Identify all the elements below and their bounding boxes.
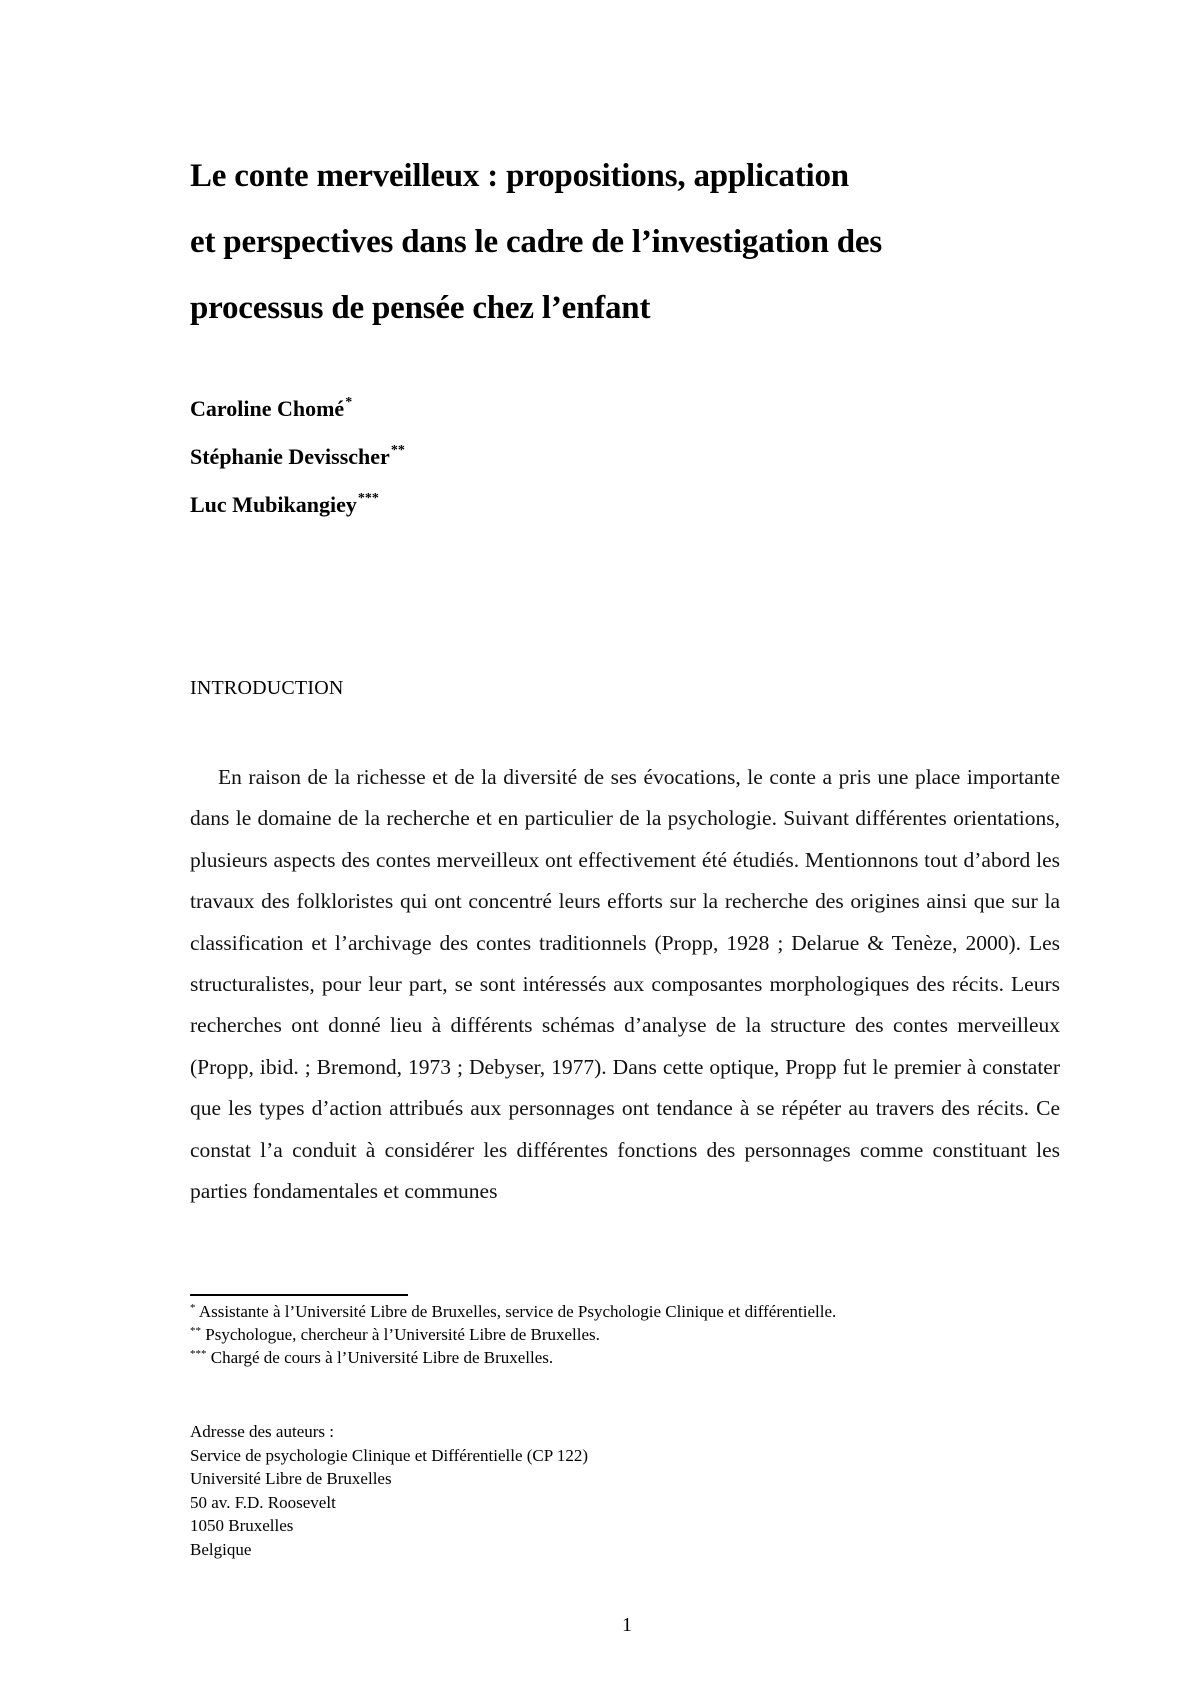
footnote	[190, 1323, 1090, 1346]
footnote-separator	[190, 1294, 408, 1296]
section-heading: INTRODUCTION	[190, 677, 344, 699]
address-line: Service de psychologie Clinique et Différentielle (CP 122)	[190, 1445, 588, 1465]
author	[190, 444, 790, 492]
footnote	[190, 1300, 1090, 1323]
footnote-text: Chargé de cours à l’Université Libre de Bruxelles.	[210, 1348, 554, 1367]
author-footnote-mark: **	[390, 443, 405, 458]
author-name: Luc Mubikangiey	[190, 492, 357, 517]
address-line: Adresse des auteurs :	[190, 1422, 334, 1441]
footnote-text: Assistante à l’Université Libre de Bruxelles, service de Psychologie Clinique et différentielle.	[198, 1302, 837, 1321]
author-footnote-mark: ***	[357, 491, 379, 506]
author-name: Stéphanie Devisscher	[190, 444, 390, 469]
footnotes	[190, 1300, 1090, 1369]
author-address	[190, 1420, 890, 1561]
title-line: processus de pensée chez l’enfant	[190, 290, 651, 326]
author-footnote-mark: *	[345, 395, 353, 410]
author-list	[190, 396, 790, 540]
footnote-mark: **	[190, 1325, 201, 1337]
address-line: Belgique	[190, 1539, 252, 1559]
paper-title	[190, 143, 1090, 341]
address-line: 1050 Bruxelles	[190, 1516, 294, 1535]
footnote-text: Psychologue, chercheur à l’Université Libre de Bruxelles.	[205, 1325, 600, 1344]
author	[190, 396, 790, 444]
title-line: Le conte merveilleux : propositions, application	[190, 158, 849, 194]
footnote	[190, 1346, 1090, 1369]
page-number: 1	[622, 1614, 632, 1636]
intro-paragraph: En raison de la richesse et de la diversité de ses évocations, le conte a pris une place importante dans le domaine de la recherche et en particulier de la psychologie. Suivant différentes orientations, plusieurs aspects des contes merveilleux ont effectivement été étudiés. Mentionnons tout d’abord les travaux des folkloristes qui ont concentré leurs efforts sur la recherche des origines ainsi que sur la classification et l’archivage des contes traditionnels (Propp, 1928 ; Delarue & Tenèze, 2000). Les structuralistes, pour leur part, se sont intéressés aux composantes morphologiques des récits. Leurs recherches ont donné lieu à différents schémas d’analyse de la structure des contes merveilleux (Propp, ibid. ; Bremond, 1973 ; Debyser, 1977). Dans cette optique, Propp fut le premier à constater que les types d’action attribués aux personnages ont tendance à se répéter au travers des récits. Ce constat l’a conduit à considérer les différentes fonctions des personnages comme constituant les parties fondamentales et communes	[190, 765, 1060, 1204]
address-line: 50 av. F.D. Roosevelt	[190, 1492, 336, 1512]
footnote-mark: ***	[190, 1348, 207, 1360]
author-name: Caroline Chomé	[190, 396, 345, 421]
address-line: Université Libre de Bruxelles	[190, 1469, 392, 1488]
title-line: et perspectives dans le cadre de l’investigation des	[190, 224, 883, 260]
footnote-mark: *	[190, 1302, 196, 1314]
author	[190, 492, 790, 540]
